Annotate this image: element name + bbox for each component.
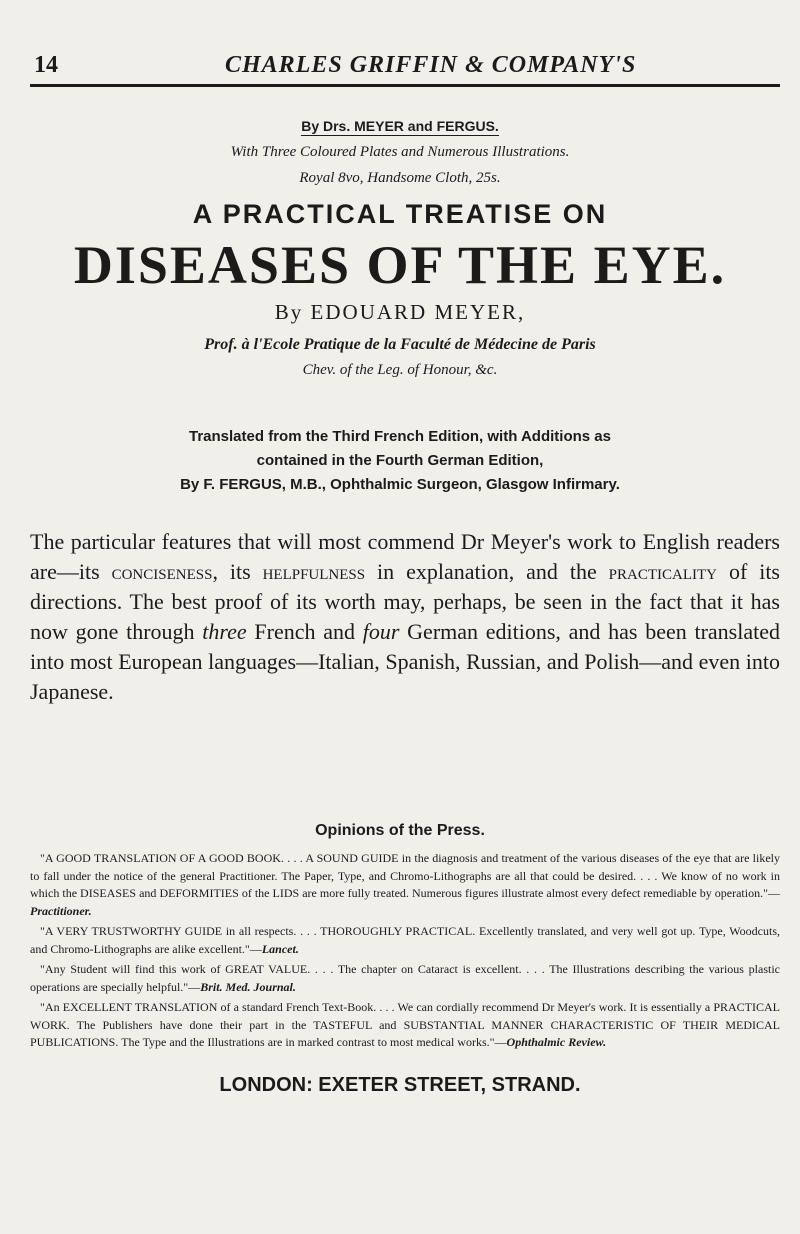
intro-paragraph [30,527,780,707]
emphasis-practicality: practicality [608,559,718,584]
format-price-line: Royal 8vo, Handsome Cloth, 25s. [299,170,501,186]
intro-text: The particular features that will most commend Dr Meyer's work to English readers are—its [30,529,780,584]
emphasis-three: three [202,619,247,644]
author-affiliation: Prof. à l'Ecole Pratique de la Faculté de Médecine de Paris [204,336,596,353]
page-header [0,52,800,86]
review-lancet [30,923,780,958]
review-text: "Any Student will find this work of GREAT VALUE. . . . The chapter on Cataract is excellent. . . . The Illustrations describing the various plastic operations are specially helpful."— [30,962,780,994]
review-source: Brit. Med. Journal. [200,979,296,994]
author-byline: By EDOUARD MEYER, [274,300,526,324]
review-ophthalmic [30,999,780,1052]
intro-text: German editions, and has been translated into most European languages—Italian, Spanish, Russian, and Polish—and even into Japanese. [30,619,780,704]
illustrations-line: With Three Coloured Plates and Numerous Illustrations. [230,144,570,160]
review-source: Ophthalmic Review. [506,1035,607,1049]
emphasis-four: four [362,619,400,644]
translator-line: By F. FERGUS, M.B., Ophthalmic Surgeon, Glasgow Infirmary. [180,476,620,493]
header-rule [30,84,780,87]
emphasis-helpfulness: helpfulness [262,559,366,584]
translation-line: Translated from the Third French Edition, with Additions as [189,428,611,445]
intro-text: , its [212,559,263,584]
authors-text: By Drs. MEYER and FERGUS. [301,118,499,134]
review-text: "A VERY TRUSTWORTHY GUIDE in all respects. . . . THOROUGHLY PRACTICAL. Excellently translated, and very well got up. Type, Woodcuts, and Chromo-Lithographs are alike excellent."— [30,924,780,956]
press-reviews [30,850,780,1055]
emphasis-conciseness: conciseness [111,559,213,584]
review-bmj [30,961,780,996]
author-honour: Chev. of the Leg. of Honour, &c. [302,362,498,378]
review-source: Lancet. [261,941,299,956]
translation-line: contained in the Fourth German Edition, [256,452,544,469]
intro-text: of its directions. The best proof of its worth may, perhaps, be seen in the fact that it has now gone through [30,559,780,644]
review-practitioner [30,850,780,920]
running-head: CHARLES GRIFFIN & COMPANY'S [225,52,637,78]
page-number: 14 [34,52,58,78]
intro-text: in explanation, and the [365,559,609,584]
review-text: "A GOOD TRANSLATION OF A GOOD BOOK. . . . A SOUND GUIDE in the diagnosis and treatment of the various diseases of the eye that are likely to fall under the notice of the general Practitioner. The Paper, Type, and Chromo-Lithographs are all that could be desired. . . . We know of no work in which the DISEASES and DEFORMITIES of the LIDS are more fully treated. Numerous figures illustrate almost every defect remediable by operation."— [30,851,780,900]
publisher-imprint: LONDON: EXETER STREET, STRAND. [219,1074,581,1096]
authors-line [0,118,800,134]
title-small: A PRACTICAL TREATISE ON [192,199,608,229]
press-heading: Opinions of the Press. [315,822,485,839]
intro-text: French and [246,619,363,644]
review-source: Practitioner. [30,903,92,918]
title-large: DISEASES OF THE EYE. [73,235,727,295]
review-text: "An EXCELLENT TRANSLATION of a standard French Text-Book. . . . We can cordially recommend Dr Meyer's work. It is essentially a PRACTICAL WORK. The Publishers have done their part in the TASTEFUL and SUBSTANTIAL MANNER CHARACTERISTIC OF THEIR MEDICAL PUBLICATIONS. The Type and the Illustrations are in marked contrast to most medical works."— [30,1000,780,1049]
